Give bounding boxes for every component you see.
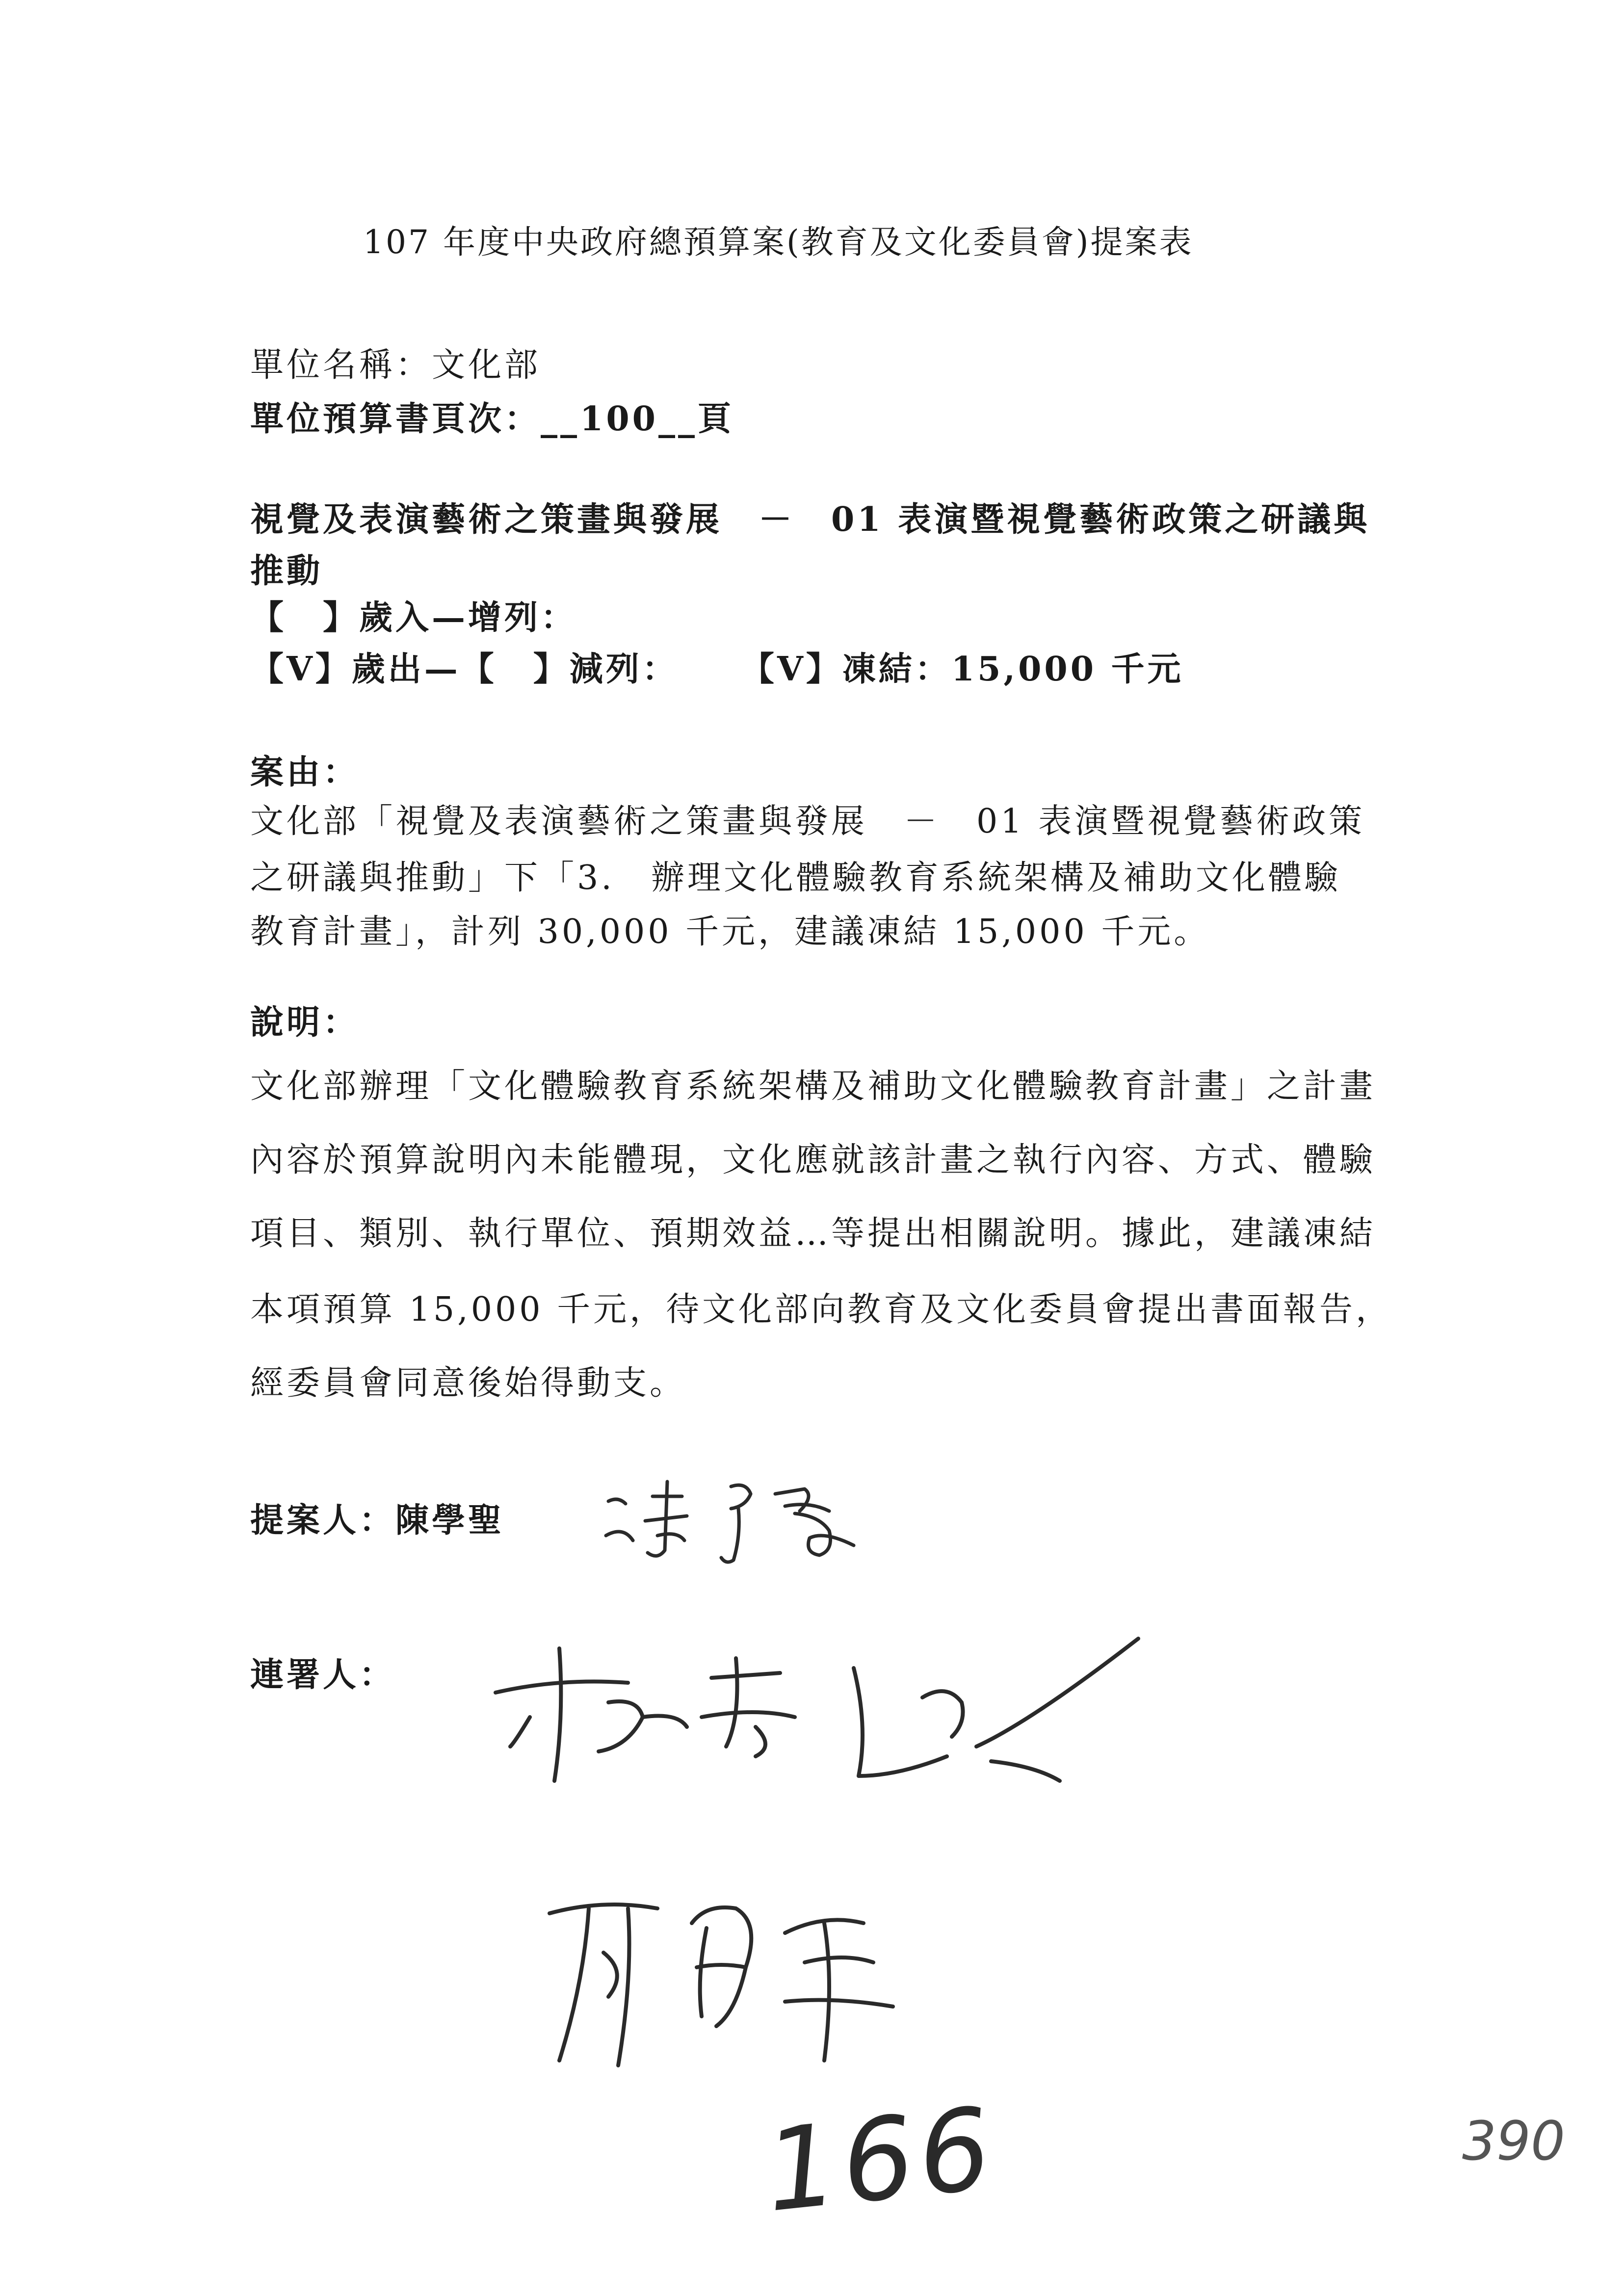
explanation-heading: 說明： — [250, 1003, 360, 1042]
reason-text-1: 文化部「視覺及表演藝術之策畫與發展 － 01 表演暨視覺藝術政策 — [250, 802, 1365, 841]
handwritten-number: 166 — [759, 2083, 1002, 2238]
unit-name: 單位名稱：文化部 — [250, 346, 541, 385]
reason-heading: 案由： — [250, 753, 360, 792]
program-line-1: 視覺及表演藝術之策畫與發展 － 01 表演暨視覺藝術政策之研議與 — [250, 500, 1370, 539]
explanation-text-4: 本項預算 15,000 千元，待文化部向教育及文化委員會提出書面報告， — [250, 1290, 1392, 1329]
cosigner-signature-1 — [481, 1619, 1148, 1894]
reason-text-3: 教育計畫」，計列 30,000 千元，建議凍結 15,000 千元。 — [250, 913, 1210, 951]
reason-text-2: 之研議與推動」下「3. 辦理文化體驗教育系統架構及補助文化體驗 — [250, 859, 1341, 897]
explanation-text-3: 項目、類別、執行單位、預期效益…等提出相關說明。據此，建議凍結 — [250, 1214, 1376, 1253]
explanation-text-5: 經委員會同意後始得動支。 — [250, 1364, 686, 1403]
proposer-label: 提案人：陳學聖 — [250, 1501, 505, 1540]
explanation-text-2: 內容於預算說明內未能體現，文化應就該計畫之執行內容、方式、體驗 — [250, 1141, 1376, 1179]
cosigner-label: 連署人： — [250, 1655, 396, 1695]
proposer-signature — [599, 1467, 903, 1575]
cosigner-signature-2 — [530, 1854, 1001, 2110]
expenditure-line: 【V】歲出—【 】減列： — [250, 650, 679, 689]
revenue-line: 【 】歲入—增列： — [250, 598, 577, 637]
budget-page: 單位預算書頁次：__100__頁 — [250, 399, 734, 439]
explanation-text-1: 文化部辦理「文化體驗教育系統架構及補助文化體驗教育計畫」之計畫 — [250, 1067, 1376, 1106]
document-title: 107 年度中央政府總預算案(教育及文化委員會)提案表 — [363, 223, 1194, 261]
freeze-line: 【V】凍結：15,000 千元 — [741, 650, 1184, 689]
page-number: 390 — [1462, 2110, 1565, 2172]
program-line-2: 推動 — [250, 551, 323, 591]
